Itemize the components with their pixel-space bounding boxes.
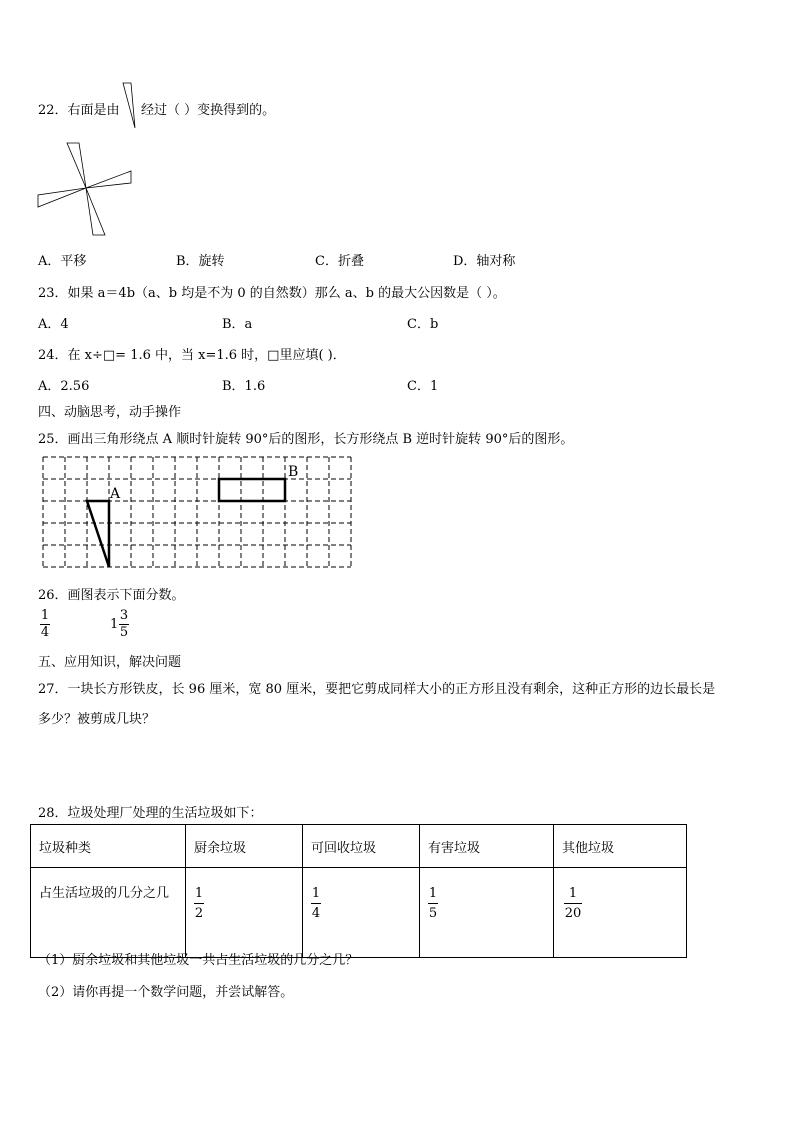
table-cell <box>420 868 554 958</box>
fraction-denominator: 5 <box>119 625 129 640</box>
fraction-three-fifths <box>119 609 129 640</box>
fraction-denominator: 2 <box>194 906 204 921</box>
q23-option-b: B．a <box>222 317 253 332</box>
q22-option-b: B．旋转 <box>176 254 225 269</box>
fraction-bar <box>564 903 582 904</box>
q27-line1: 27．一块长方形铁皮，长 96 厘米，宽 80 厘米，要把它剪成同样大小的正方形且没有剩余，这种正方形的边长最长是 <box>38 682 716 697</box>
table-fraction <box>564 886 582 921</box>
q28-sub2: （2）请你再提一个数学问题，并尝试解答。 <box>38 985 294 1000</box>
q26-text: 26．画图表示下面分数。 <box>38 588 185 603</box>
q24-option-b: B．1.6 <box>222 379 266 394</box>
pinwheel-figure <box>36 142 134 240</box>
fraction-denominator: 4 <box>40 625 50 640</box>
section5-heading: 五、应用知识，解决问题 <box>38 655 182 670</box>
table-fraction <box>194 886 204 921</box>
fraction-denominator: 5 <box>428 906 438 921</box>
q23-text: 23．如果 a＝4b（a、b 均是不为 0 的自然数）那么 a、b 的最大公因数是（ ）。 <box>38 286 506 301</box>
q23-option-a: A．4 <box>38 317 69 332</box>
q22-option-c: C．折叠 <box>315 254 364 269</box>
q22-suffix: 经过（ ）变换得到的。 <box>141 103 276 118</box>
q24-text: 24．在 x÷□= 1.6 中，当 x=1.6 时，□里应填( )． <box>38 348 346 363</box>
q25-text: 25．画出三角形绕点 A 顺时针旋转 90°后的图形，长方形绕点 B 逆时针旋转 90°后的图形。 <box>38 432 574 447</box>
table-header-cell: 厨余垃圾 <box>186 825 303 868</box>
fraction-bar <box>428 903 438 904</box>
grid-triangle <box>87 501 109 567</box>
section4-heading: 四、动脑思考，动手操作 <box>38 405 182 420</box>
q24-option-c: C．1 <box>407 379 439 394</box>
q22-prefix: 22．右面是由 <box>38 103 120 118</box>
point-b-label: B <box>288 464 299 480</box>
table-header-cell: 垃圾种类 <box>31 825 186 868</box>
fraction-bar <box>311 903 321 904</box>
waste-table <box>30 824 687 958</box>
fraction-one-quarter <box>40 609 50 640</box>
small-triangle-figure <box>122 82 138 130</box>
q22-option-d: D．轴对称 <box>453 254 516 269</box>
fraction-numerator: 1 <box>428 886 438 901</box>
fraction-denominator: 20 <box>564 906 582 921</box>
table-header-cell: 可回收垃圾 <box>303 825 420 868</box>
table-header-row <box>31 825 687 868</box>
fraction-numerator: 1 <box>568 886 578 901</box>
fraction-bar <box>194 903 204 904</box>
q28-sub1: （1）厨余垃圾和其他垃圾一共占生活垃圾的几分之几？ <box>38 953 359 968</box>
q24-option-a: A．2.56 <box>38 379 90 394</box>
fraction-numerator: 3 <box>119 608 129 623</box>
point-a-label: A <box>110 486 121 502</box>
mixed-number-whole: 1 <box>110 617 119 632</box>
table-fraction <box>428 886 438 921</box>
table-header-cell: 其他垃圾 <box>554 825 687 868</box>
table-header-cell: 有害垃圾 <box>420 825 554 868</box>
grid-rectangle <box>219 479 285 501</box>
table-fraction <box>311 886 321 921</box>
table-row-label: 占生活垃圾的几分之几 <box>31 868 186 958</box>
dashed-grid <box>40 454 356 570</box>
fraction-numerator: 1 <box>40 608 50 623</box>
table-cell <box>186 868 303 958</box>
table-cell <box>303 868 420 958</box>
table-cell <box>554 868 687 958</box>
q22-option-a: A．平移 <box>38 254 87 269</box>
q28-text: 28．垃圾处理厂处理的生活垃圾如下： <box>38 806 263 821</box>
fraction-denominator: 4 <box>311 906 321 921</box>
fraction-numerator: 1 <box>194 886 204 901</box>
fraction-numerator: 1 <box>311 886 321 901</box>
q27-line2: 多少？被剪成几块？ <box>38 712 156 727</box>
table-row <box>31 868 687 958</box>
q23-option-c: C．b <box>407 317 439 332</box>
